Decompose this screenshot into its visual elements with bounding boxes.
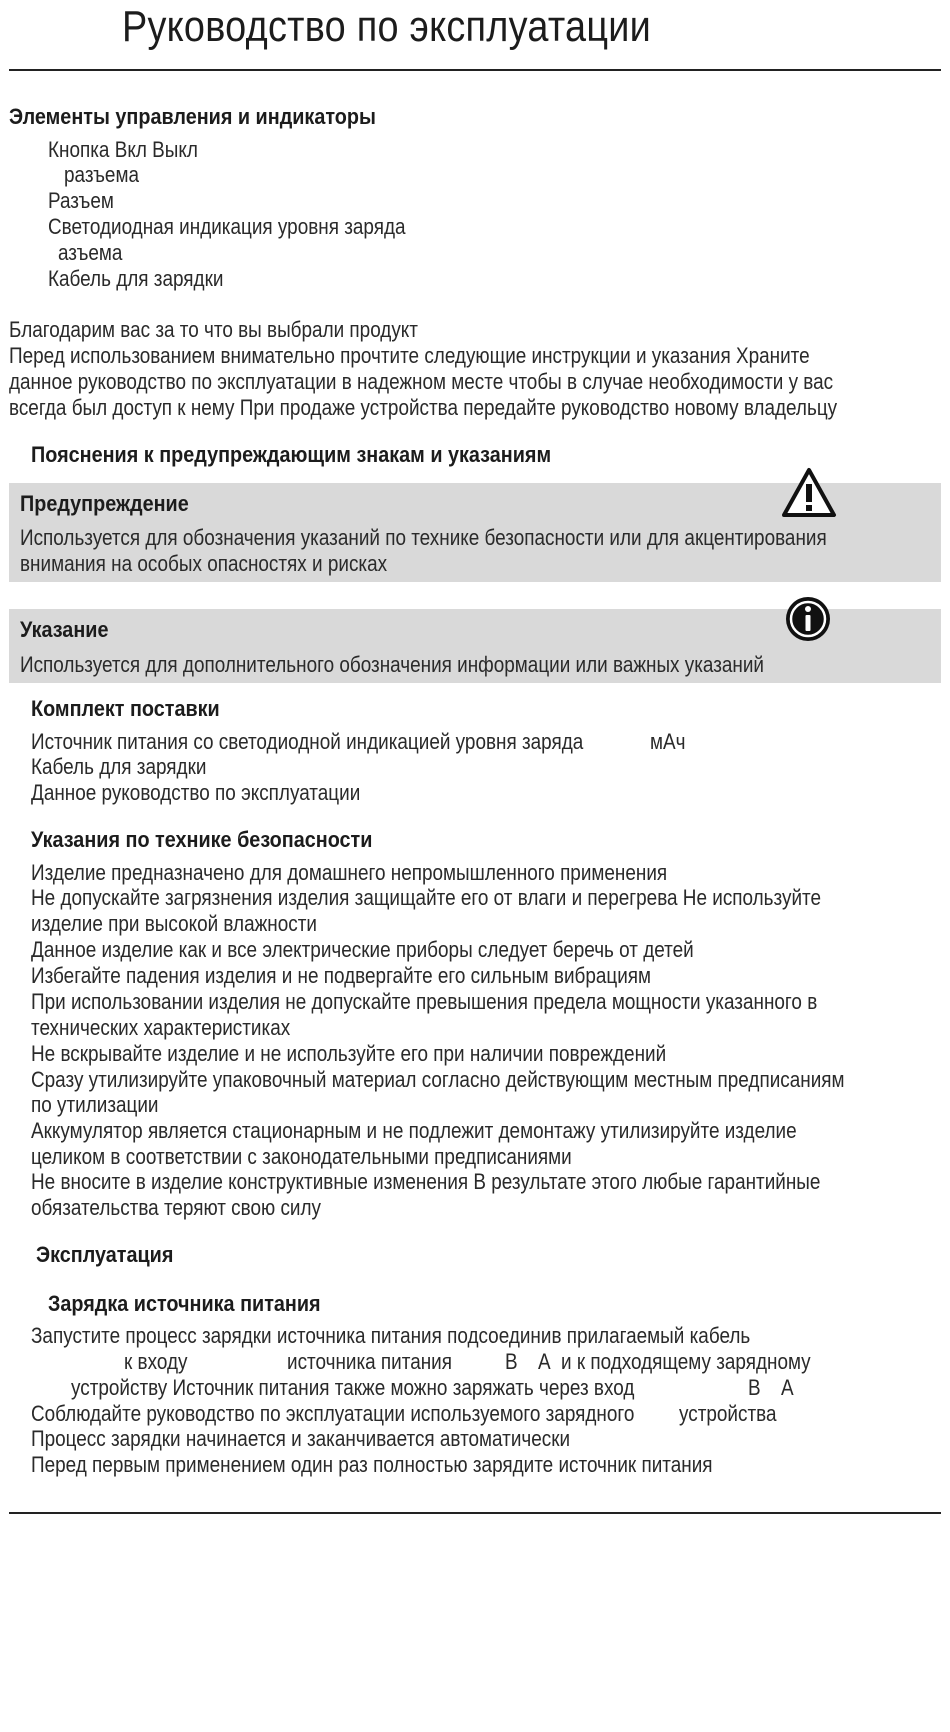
operation-line: Запустите процесс зарядки источника питания подсоединив прилагаемый кабель bbox=[31, 1323, 751, 1348]
safety-line: Сразу утилизируйте упаковочный материал согласно действующим местным предписаниям bbox=[31, 1067, 845, 1092]
controls-item: Разъем bbox=[48, 188, 114, 213]
intro-line: данное руководство по эксплуатации в надежном месте чтобы в случае необходимости у вас bbox=[9, 369, 834, 394]
warning-title: Предупреждение bbox=[20, 491, 189, 516]
bottom-divider bbox=[9, 1512, 941, 1514]
controls-heading: Элементы управления и индикаторы bbox=[9, 104, 376, 129]
page-title: Руководство по эксплуатации bbox=[122, 2, 652, 51]
intro-line: Благодарим вас за то что вы выбрали продукт bbox=[9, 317, 418, 342]
operation-fragment: и к подходящему зарядному bbox=[561, 1349, 811, 1374]
package-heading: Комплект поставки bbox=[31, 696, 220, 721]
safety-line: Данное изделие как и все электрические приборы следует беречь от детей bbox=[31, 937, 694, 962]
note-text: Используется для дополнительного обозначения информации или важных указаний bbox=[20, 652, 765, 677]
operation-heading: Эксплуатация bbox=[36, 1242, 174, 1267]
package-item: Источник питания со светодиодной индикацией уровня заряда bbox=[31, 729, 584, 754]
safety-line: Аккумулятор является стационарным и не подлежит демонтажу утилизируйте изделие bbox=[31, 1118, 797, 1143]
operation-line: Процесс зарядки начинается и заканчивается автоматически bbox=[31, 1426, 571, 1451]
safety-line: При использовании изделия не допускайте превышения предела мощности указанного в bbox=[31, 989, 818, 1014]
package-item: Данное руководство по эксплуатации bbox=[31, 780, 361, 805]
operation-subheading: Зарядка источника питания bbox=[48, 1291, 321, 1316]
safety-line: Не допускайте загрязнения изделия защищайте его от влаги и перегрева Не используйте bbox=[31, 885, 822, 910]
operation-fragment: Соблюдайте руководство по эксплуатации используемого зарядного bbox=[31, 1401, 635, 1426]
signs-heading: Пояснения к предупреждающим знакам и указаниям bbox=[31, 442, 552, 467]
info-icon bbox=[784, 595, 832, 643]
operation-fragment: источника питания bbox=[287, 1349, 452, 1374]
intro-line: всегда был доступ к нему При продаже устройства передайте руководство новому владельцу bbox=[9, 395, 838, 420]
operation-line: Перед первым применением один раз полностью зарядите источник питания bbox=[31, 1452, 713, 1477]
warning-triangle-icon bbox=[781, 467, 837, 519]
operation-fragment: устройству Источник питания также можно заряжать через вход bbox=[71, 1375, 635, 1400]
warning-text: внимания на особых опасностях и рисках bbox=[20, 551, 388, 576]
safety-line: обязательства теряют свою силу bbox=[31, 1195, 321, 1220]
package-item: Кабель для зарядки bbox=[31, 754, 207, 779]
safety-line: Изделие предназначено для домашнего непромышленного применения bbox=[31, 860, 668, 885]
controls-item: Кабель для зарядки bbox=[48, 266, 224, 291]
safety-line: Не вскрывайте изделие и не используйте его при наличии повреждений bbox=[31, 1041, 667, 1066]
controls-item: азъема bbox=[58, 240, 123, 265]
operation-fragment: В bbox=[505, 1349, 518, 1374]
safety-line: целиком в соответствии с законодательными предписаниями bbox=[31, 1144, 572, 1169]
safety-line: по утилизации bbox=[31, 1092, 159, 1117]
operation-fragment: В bbox=[748, 1375, 761, 1400]
safety-line: изделие при высокой влажности bbox=[31, 911, 317, 936]
safety-line: Избегайте падения изделия и не подвергайте его сильным вибрациям bbox=[31, 963, 652, 988]
package-unit: мАч bbox=[650, 729, 686, 754]
safety-line: Не вносите в изделие конструктивные изменения В результате этого любые гарантийные bbox=[31, 1169, 821, 1194]
warning-box bbox=[9, 483, 941, 582]
note-box bbox=[9, 609, 941, 683]
safety-heading: Указания по технике безопасности bbox=[31, 827, 373, 852]
operation-fragment: устройства bbox=[679, 1401, 777, 1426]
intro-line: Перед использованием внимательно прочтите следующие инструкции и указания Храните bbox=[9, 343, 810, 368]
controls-item: Кнопка Вкл Выкл bbox=[48, 137, 198, 162]
controls-item: разъема bbox=[64, 162, 139, 187]
warning-text: Используется для обозначения указаний по технике безопасности или для акцентирования bbox=[20, 525, 827, 550]
top-divider bbox=[9, 69, 941, 71]
controls-item: Светодиодная индикация уровня заряда bbox=[48, 214, 406, 239]
note-title: Указание bbox=[20, 617, 109, 642]
safety-line: технических характеристиках bbox=[31, 1015, 291, 1040]
operation-fragment: к входу bbox=[124, 1349, 188, 1374]
operation-fragment: А bbox=[781, 1375, 794, 1400]
operation-fragment: А bbox=[538, 1349, 551, 1374]
